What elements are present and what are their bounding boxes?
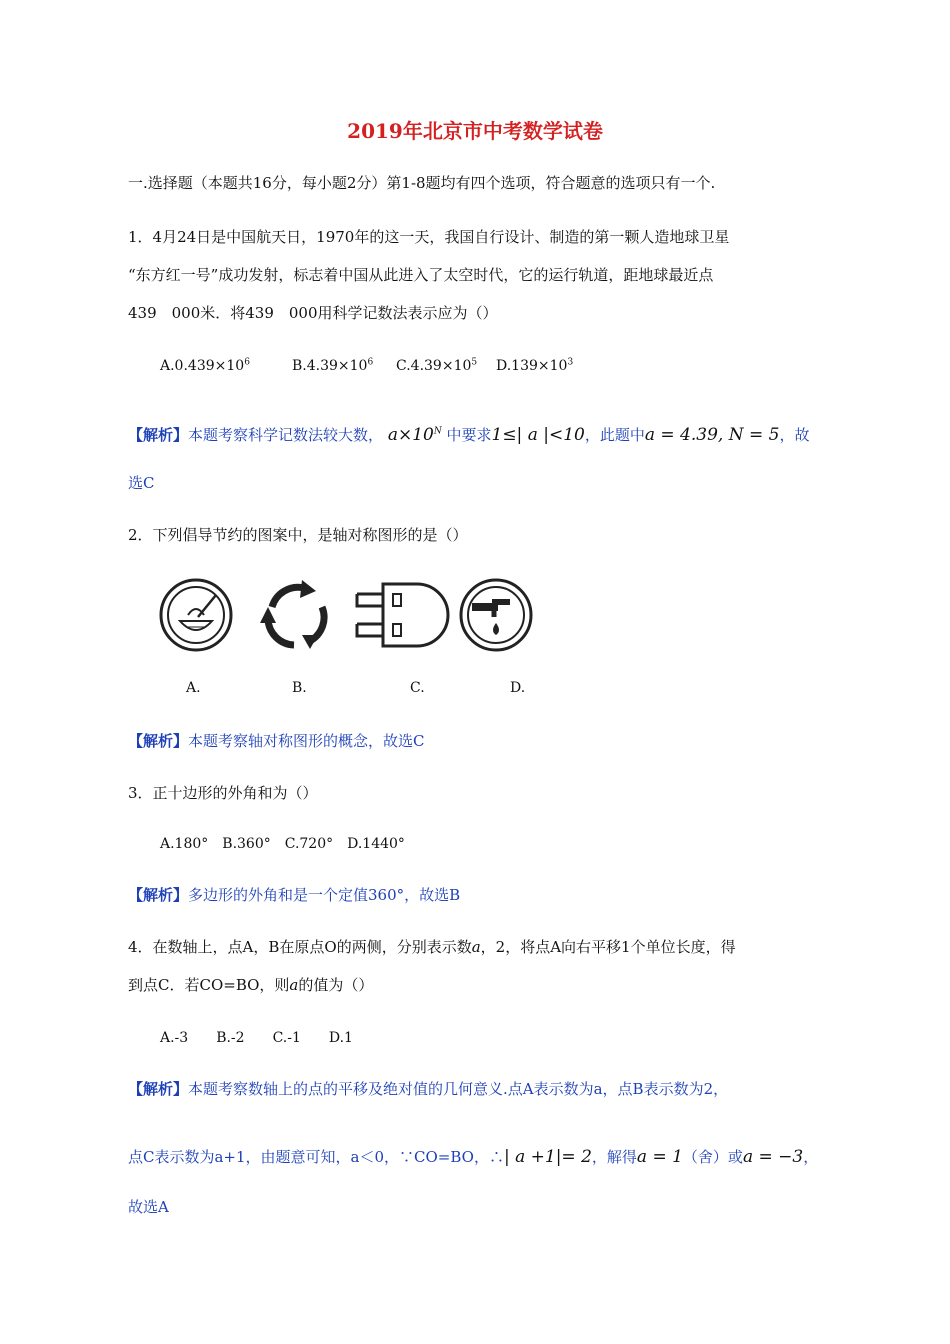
faucet-drop-icon xyxy=(458,577,534,653)
math-a-equals-1: a = 1 xyxy=(636,1147,683,1167)
q4-line1: 4．在数轴上，点A，B在原点O的两侧，分别表示数a，2，将点A向右平移1个单位长度，得 xyxy=(128,938,736,956)
q1-line3: 439 000米．将439 000用科学记数法表示应为（） xyxy=(128,304,498,322)
q3-options: A.180° B.360° C.720° D.1440° xyxy=(160,836,405,852)
bowl-symbol-icon xyxy=(158,577,234,653)
q1-line2: “东方红一号”成功发射，标志着中国从此进入了太空时代，它的运行轨道，距地球最近点 xyxy=(128,266,714,284)
q1-answer: 【解析】本题考察科学记数法较大数， $a\times 10^N$ 中要求1≤| a |<10，此题中a = 4.39, N = 5，故 xyxy=(128,425,810,445)
q4-answer-line3: 故选A xyxy=(128,1198,169,1216)
plug-symbol-icon xyxy=(355,580,453,650)
answer-tag: 【解析】 xyxy=(128,426,189,444)
q2-label-c: C. xyxy=(410,680,425,696)
q1-option-b: $B.4.39\times 10^6$ xyxy=(292,357,374,374)
q4-answer-line1: 【解析】本题考察数轴上的点的平移及绝对值的几何意义.点A表示数为a，点B表示数为2， xyxy=(128,1080,729,1098)
recycle-arrows-icon xyxy=(258,577,334,653)
q4-line2: 到点C．若CO=BO，则a的值为（） xyxy=(128,976,374,994)
q2-label-a: A. xyxy=(186,680,201,696)
q4-answer-line2: 点C表示数为a+1，由题意可知，a＜0，∵CO=BO，∴| a +1|= 2，解得a = 1（舍）或a = −3， xyxy=(128,1147,819,1167)
math-a10n: $a\times 10^N$ xyxy=(387,425,442,445)
q1-line1: 1．4月24日是中国航天日，1970年的这一天，我国自行设计、制造的第一颗人造地球卫星 xyxy=(128,228,730,246)
q2-label-b: B. xyxy=(292,680,307,696)
q3-text: 3．正十边形的外角和为（） xyxy=(128,784,318,802)
math-abs-equation: | a +1|= 2 xyxy=(503,1147,592,1167)
answer-tag: 【解析】 xyxy=(128,886,189,904)
q4-options: A.-3 B.-2 C.-1 D.1 xyxy=(160,1030,353,1046)
section-heading: 一.选择题（本题共16分，每小题2分）第1-8题均有四个选项，符合题意的选项只有一个. xyxy=(128,174,716,192)
q2-answer: 【解析】本题考察轴对称图形的概念，故选C xyxy=(128,732,425,750)
q3-answer: 【解析】多边形的外角和是一个定值360°，故选B xyxy=(128,886,461,904)
answer-tag: 【解析】 xyxy=(128,732,189,750)
q1-answer-line2: 选C xyxy=(128,474,155,492)
q1-option-a: $A.0.439\times 10^6$ xyxy=(160,357,250,374)
q2-label-d: D. xyxy=(510,680,526,696)
q2-text: 2．下列倡导节约的图案中，是轴对称图形的是（） xyxy=(128,526,468,544)
math-a-equals-neg3: a = −3 xyxy=(742,1147,804,1167)
answer-tag: 【解析】 xyxy=(128,1080,189,1098)
math-inequality: 1≤| a |<10 xyxy=(491,425,585,445)
q1-option-d: $D.139\times 10^3$ xyxy=(496,357,574,374)
page-title: 2019年北京市中考数学试卷 xyxy=(347,119,603,143)
math-values: a = 4.39, N = 5 xyxy=(644,425,780,445)
q1-option-c: $C.4.39\times 10^5$ xyxy=(396,357,478,374)
